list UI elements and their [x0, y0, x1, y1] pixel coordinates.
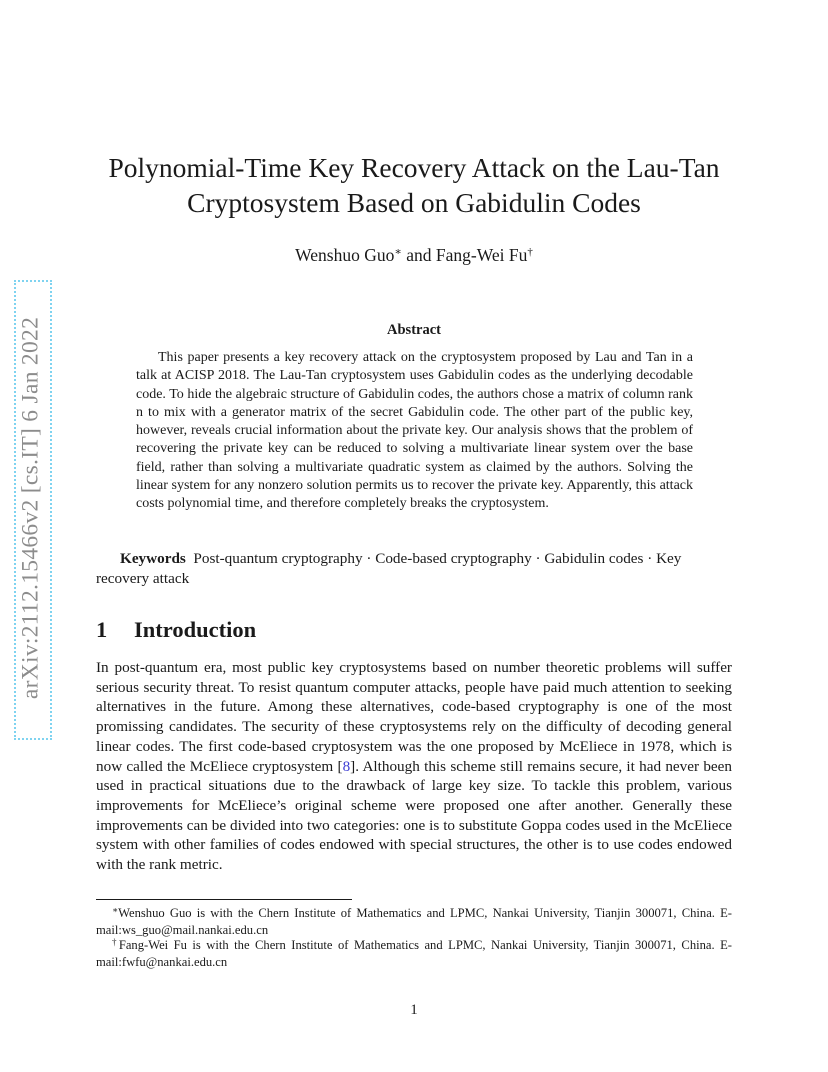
section-number: 1: [96, 617, 108, 642]
citation-link[interactable]: 8: [342, 757, 351, 775]
keywords-label: Keywords: [120, 550, 186, 567]
page-number: 1: [410, 1002, 418, 1018]
author-list: [70, 240, 758, 267]
paper-title: [70, 150, 758, 220]
section-title: Introduction: [134, 617, 257, 642]
intro-text-part-2: ]. Although this scheme still remains secure, it had never been used in practical situations due to the drawback of large key size. To tackle this problem, various improvements for McEliece’s original scheme were proposed one after another. Generally these improvements can be divided into two categories: one is to substitute Goppa codes used in the McEliece system with other families of codes endowed with special structures, the other is to use codes endowed with the rank metric.: [96, 757, 732, 874]
abstract-heading: Abstract: [387, 322, 441, 338]
author-2: Fang-Wei Fu: [435, 245, 528, 265]
title-line-2: Cryptosystem Based on Gabidulin Codes: [187, 187, 641, 218]
intro-text-part-1: In post-quantum era, most public key cryptosystems based on number theoretic problems will suffer serious security threat. To resist quantum computer attacks, people have paid much attention to seeking alternatives in the future. Among these alternatives, code-based cryptography is one of the most promissing candidates. The security of these cryptosystems rely on the difficulty of decoding general linear codes. The first code-based cryptosystem was the one proposed by McEliece in 1978, which is now called the McEliece cryptosystem [: [96, 659, 732, 775]
author-1-footnote-mark[interactable]: ∗: [394, 246, 402, 258]
author-2-footnote-mark[interactable]: †: [527, 246, 533, 258]
arxiv-identifier[interactable]: arXiv:2112.15466v2 [cs.IT] 6 Jan 2022: [17, 316, 44, 700]
keywords-list: Post-quantum cryptography · Code-based cryptography · Gabidulin codes · Key recovery attack: [96, 550, 682, 587]
introduction-paragraph: [96, 658, 732, 875]
section-heading: [96, 617, 256, 643]
footnote-1-text: Wenshuo Guo is with the Chern Institute of Mathematics and LPMC, Nankai University, Tianjin 300071, China. E-mail:ws_guo@mail.nankai.edu.cn: [96, 906, 732, 938]
author-1: Wenshuo Guo: [295, 245, 395, 265]
footnote-1-mark: ∗: [112, 905, 119, 915]
author-conjunction: and: [401, 245, 436, 265]
footnote-2-mark: †: [112, 937, 119, 947]
footnote-rule: [96, 899, 352, 900]
abstract-text: This paper presents a key recovery attack on the cryptosystem proposed by Lau and Tan in a talk at ACISP 2018. The Lau-Tan cryptosystem uses Gabidulin codes as the underlying decodable code. To hide the algebraic structure of Gabidulin codes, the authors chose a matrix of column rank n to mix with a generator matrix of the secret Gabidulin code. The other part of the public key, however, reveals crucial information about the private key. Our analysis shows that the problem of recovering the private key can be reduced to solving a multivariate linear system over the base field, rather than solving a multivariate quadratic system as claimed by the authors. Solving the linear system for any nonzero solution permits us to recover the private key. Apparently, this attack costs polynomial time, and therefore completely breaks the cryptosystem.: [136, 350, 693, 512]
keywords-paragraph: [96, 549, 732, 589]
title-line-1: Polynomial-Time Key Recovery Attack on the Lau-Tan: [108, 152, 720, 183]
footnote-2-text: Fang-Wei Fu is with the Chern Institute of Mathematics and LPMC, Nankai University, Tianjin 300071, China. E-mail:fwfu@nankai.edu.cn: [96, 938, 733, 970]
footnote-2: [96, 934, 732, 972]
